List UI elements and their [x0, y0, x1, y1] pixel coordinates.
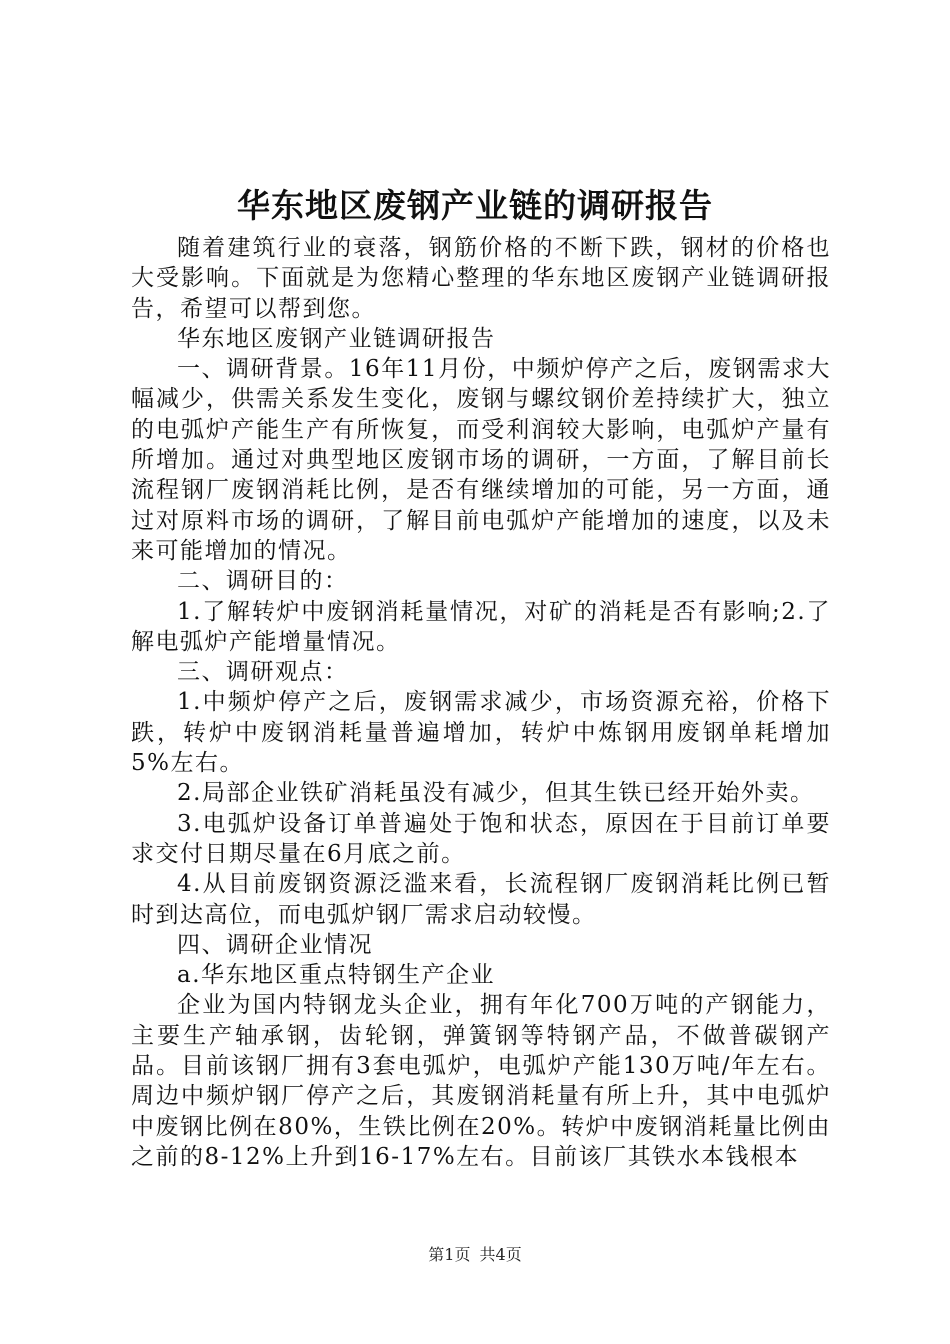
page-number: 第1页	[428, 1245, 471, 1264]
paragraph-enterprise-subheading: a.华东地区重点特钢生产企业	[177, 962, 496, 989]
paragraph-report-heading: 华东地区废钢产业链调研报告	[177, 325, 496, 352]
paragraph-enterprise-detail: 企业为国内特钢龙头企业，拥有年化700万吨的产钢能力，主要生产轴承钢，齿轮钢，弹簧钢等特钢产品，不做普碳钢产品。目前该钢厂拥有3套电弧炉，电弧炉产能130万吨/年左右。周边中频炉钢厂停产之后，其废钢消耗量有所上升，其中电弧炉中废钢比例在80%，生铁比例在20%。转炉中废钢消耗量比例由之前的8-12%上升到16-17%左右。目前该厂其铁水本钱根本	[131, 992, 831, 1170]
page-total: 共4页	[479, 1245, 522, 1264]
paragraph-viewpoint-2: 2.局部企业铁矿消耗虽没有减少，但其生铁已经开始外卖。	[177, 780, 815, 807]
paragraph-viewpoint-3: 3.电弧炉设备订单普遍处于饱和状态，原因在于目前订单要求交付日期尽量在6月底之前。	[131, 810, 831, 867]
page-title: 华东地区废钢产业链的调研报告	[237, 186, 713, 225]
document-body	[131, 233, 831, 1172]
paragraph-enterprise-heading: 四、调研企业情况	[177, 931, 373, 958]
page-footer	[0, 1244, 950, 1266]
paragraph-background: 一、调研背景。16年11月份，中频炉停产之后，废钢需求大幅减少，供需关系发生变化，废钢与螺纹钢价差持续扩大，独立的电弧炉产能生产有所恢复，而受利润较大影响，电弧炉产量有所增加。通过对典型地区废钢市场的调研，一方面，了解目前长流程钢厂废钢消耗比例，是否有继续增加的可能，另一方面，通过对原料市场的调研，了解目前电弧炉产能增加的速度，以及未来可能增加的情况。	[131, 356, 831, 564]
paragraph-intro: 随着建筑行业的衰落，钢筋价格的不断下跌，钢材的价格也大受影响。下面就是为您精心整理的华东地区废钢产业链调研报告，希望可以帮到您。	[131, 235, 831, 322]
paragraph-purpose-heading: 二、调研目的：	[177, 568, 349, 595]
paragraph-viewpoint-4: 4.从目前废钢资源泛滥来看，长流程钢厂废钢消耗比例已暂时到达高位，而电弧炉钢厂需求启动较慢。	[131, 871, 831, 928]
paragraph-viewpoint-1: 1.中频炉停产之后，废钢需求减少，市场资源充裕，价格下跌，转炉中废钢消耗量普遍增加，转炉中炼钢用废钢单耗增加5%左右。	[131, 689, 831, 777]
paragraph-purpose: 1.了解转炉中废钢消耗量情况，对矿的消耗是否有影响;2.了解电弧炉产能增量情况。	[131, 598, 831, 655]
paragraph-viewpoints-heading: 三、调研观点：	[177, 659, 349, 686]
